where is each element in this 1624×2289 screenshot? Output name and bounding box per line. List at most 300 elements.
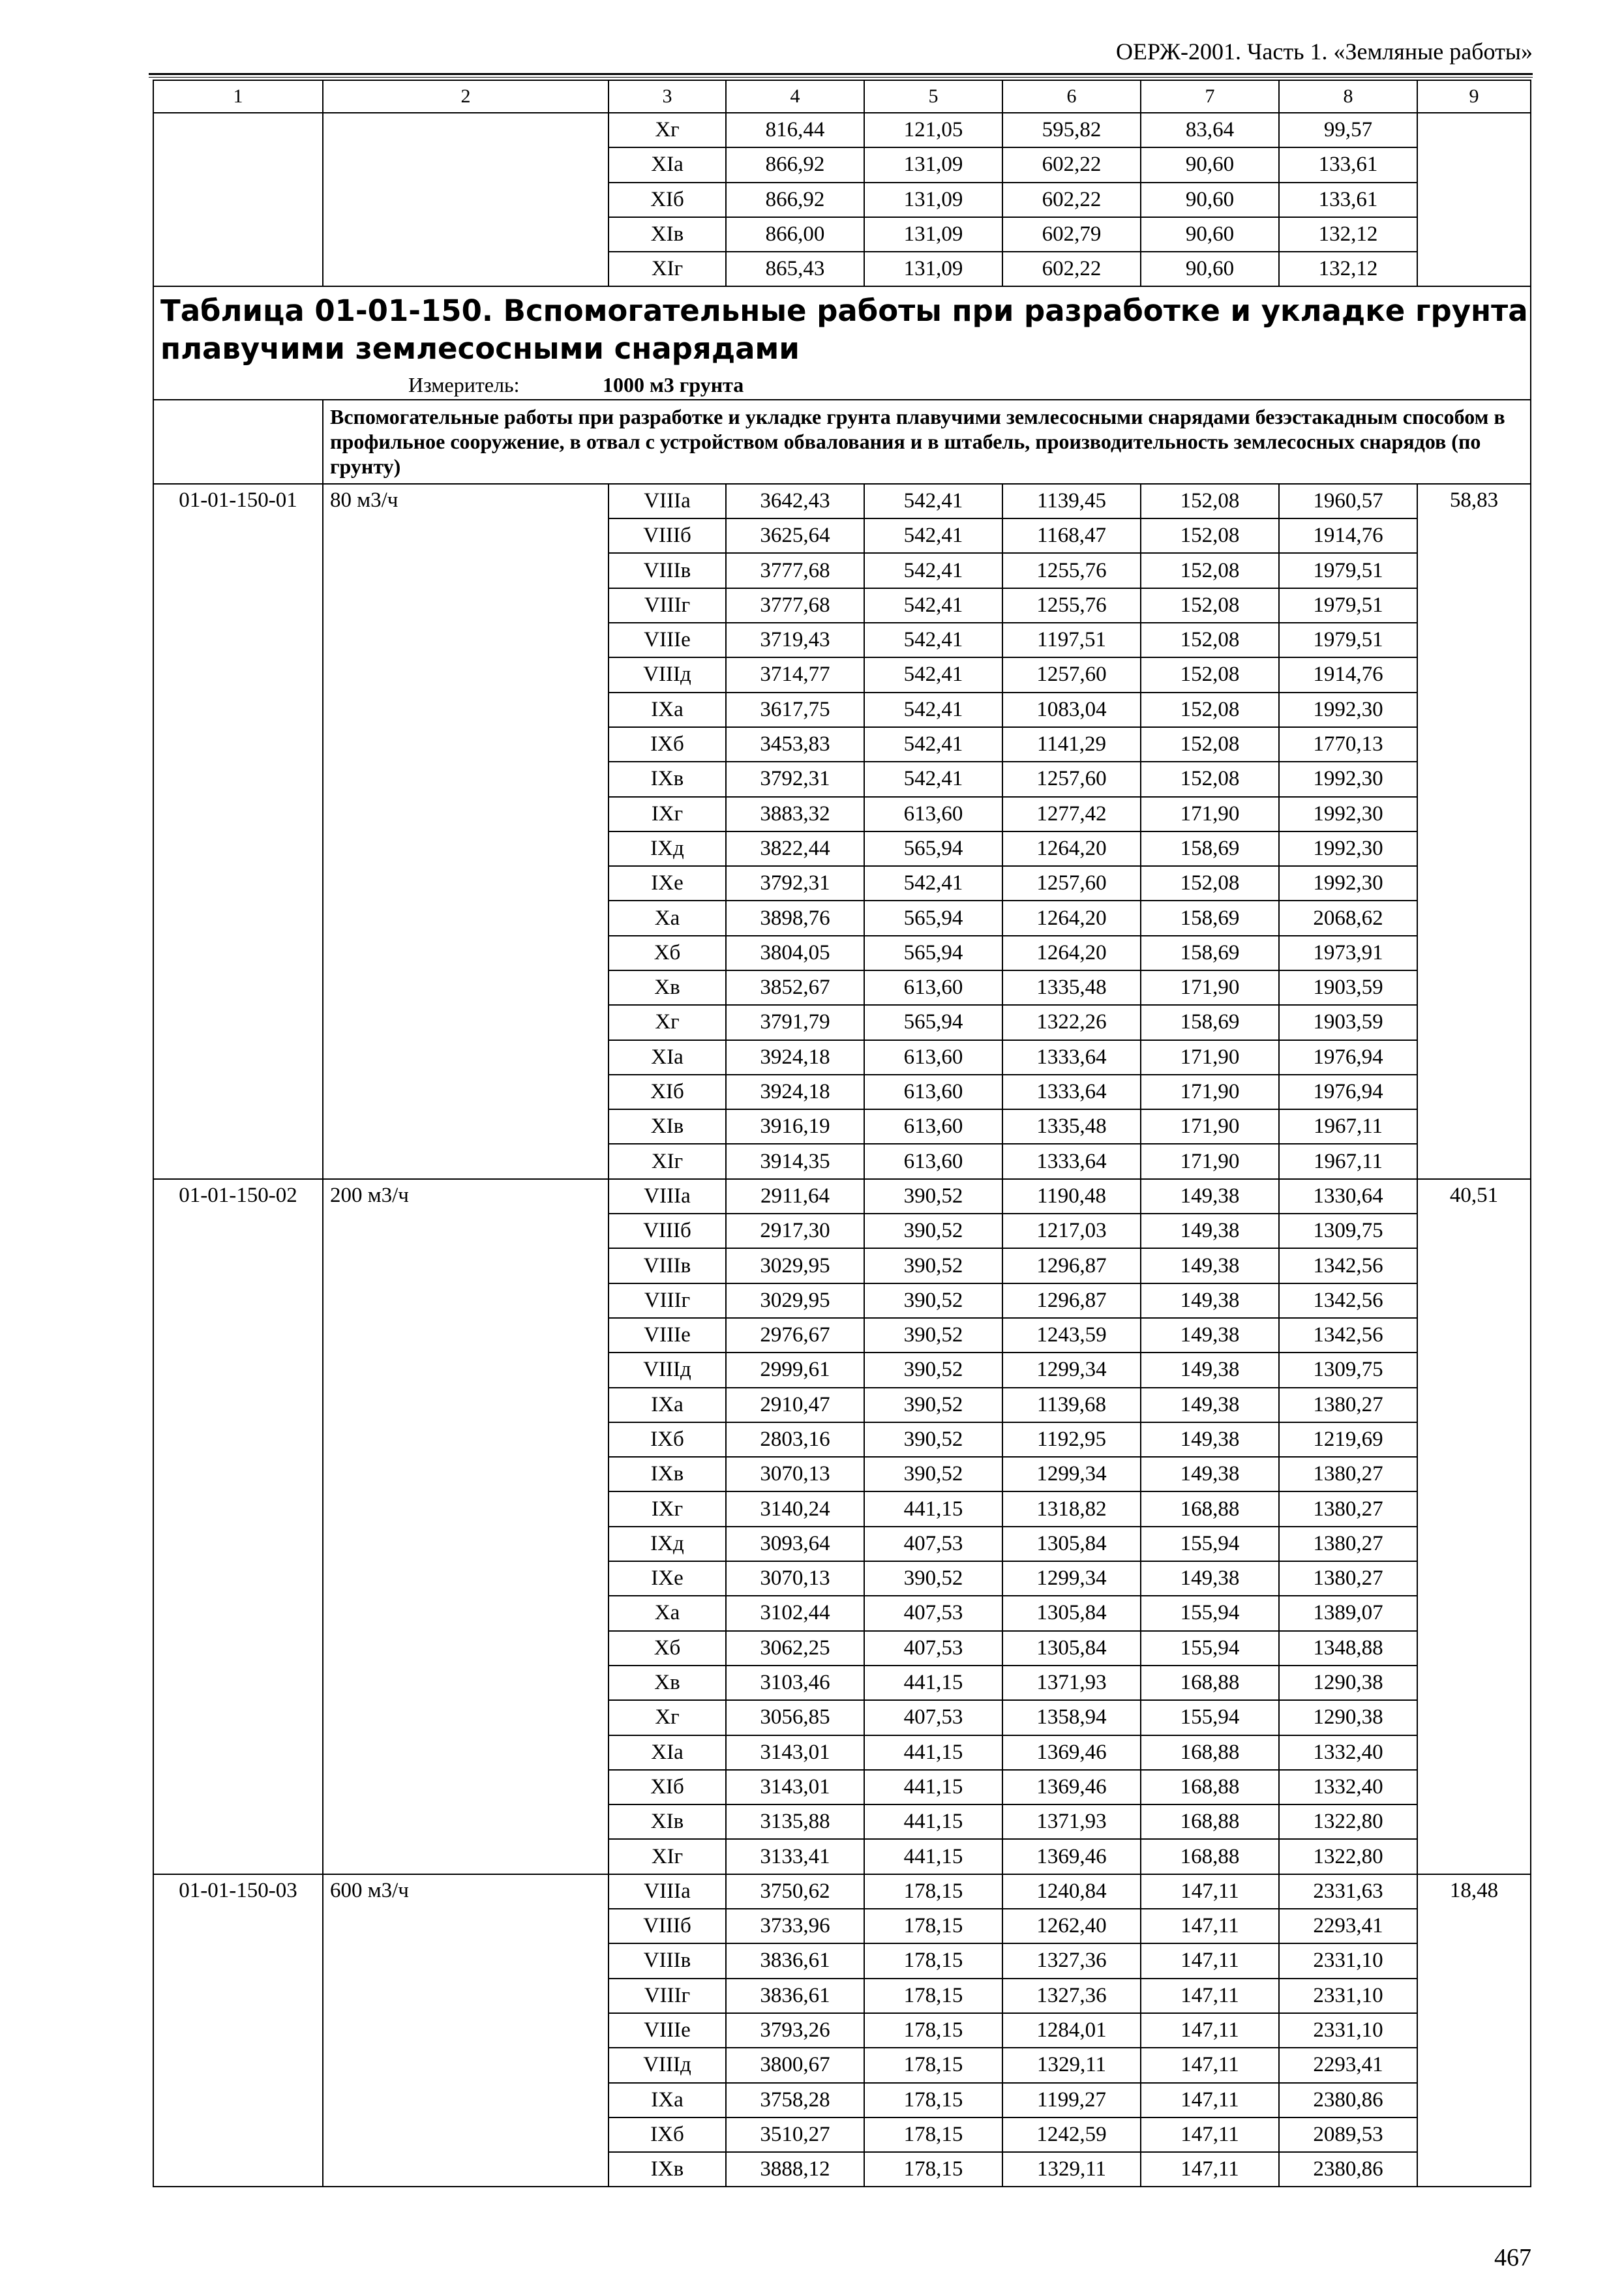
value-cell-col6: 1264,20 bbox=[1002, 901, 1141, 935]
value-cell-col4: 3062,25 bbox=[726, 1631, 864, 1666]
value-cell-col4: 2917,30 bbox=[726, 1214, 864, 1248]
value-cell-col8: 2380,86 bbox=[1279, 2152, 1417, 2187]
work-description: Вспомогательные работы при разработке и укладке грунта плавучими землесосными снарядами безэстакадным способом в профильное сооружение, в отвал с устройством обвалования и в штабель, производительность землесосных снарядов (по грунту) bbox=[323, 400, 1531, 484]
value-cell-col6: 1299,34 bbox=[1002, 1457, 1141, 1491]
value-cell-col5: 542,41 bbox=[864, 727, 1002, 762]
value-cell-col6: 1335,48 bbox=[1002, 1109, 1141, 1144]
value-cell-col5: 131,09 bbox=[864, 183, 1002, 217]
value-cell-col7: 171,90 bbox=[1141, 1040, 1279, 1075]
value-cell-col4: 865,43 bbox=[726, 252, 864, 286]
soil-category-cell: VIIIе bbox=[609, 1318, 726, 1353]
value-cell-col5: 178,15 bbox=[864, 1943, 1002, 1978]
value-cell-col8: 1979,51 bbox=[1279, 553, 1417, 588]
value-cell-col7: 147,11 bbox=[1141, 2013, 1279, 2048]
value-cell-col6: 1264,20 bbox=[1002, 831, 1141, 866]
soil-category-cell: VIIIг bbox=[609, 1979, 726, 2013]
value-cell-col7: 152,08 bbox=[1141, 693, 1279, 727]
value-cell-col6: 1197,51 bbox=[1002, 623, 1141, 657]
column-number: 9 bbox=[1417, 80, 1531, 113]
value-cell-col8: 1322,80 bbox=[1279, 1804, 1417, 1839]
soil-category-cell: XIв bbox=[609, 1109, 726, 1144]
value-cell-col6: 1327,36 bbox=[1002, 1943, 1141, 1978]
value-cell-col6: 1369,46 bbox=[1002, 1770, 1141, 1804]
value-cell-col8: 1309,75 bbox=[1279, 1353, 1417, 1387]
value-cell-col5: 565,94 bbox=[864, 936, 1002, 970]
value-cell-col8: 1914,76 bbox=[1279, 518, 1417, 553]
soil-category-cell: XIг bbox=[609, 1144, 726, 1178]
value-cell-col7: 90,60 bbox=[1141, 183, 1279, 217]
value-cell-col7: 171,90 bbox=[1141, 1075, 1279, 1109]
value-cell-col8: 1380,27 bbox=[1279, 1561, 1417, 1596]
value-cell-col7: 149,38 bbox=[1141, 1248, 1279, 1283]
value-cell-col7: 152,08 bbox=[1141, 518, 1279, 553]
soil-category-cell: IXд bbox=[609, 831, 726, 866]
value-cell-col6: 1305,84 bbox=[1002, 1527, 1141, 1561]
value-cell-col8: 1992,30 bbox=[1279, 693, 1417, 727]
value-cell-col6: 1299,34 bbox=[1002, 1353, 1141, 1387]
value-cell-col6: 1284,01 bbox=[1002, 2013, 1141, 2048]
value-cell-col6: 1318,82 bbox=[1002, 1491, 1141, 1526]
value-cell-col6: 1199,27 bbox=[1002, 2083, 1141, 2117]
value-cell-col4: 3143,01 bbox=[726, 1770, 864, 1804]
value-cell-col7: 155,94 bbox=[1141, 1527, 1279, 1561]
value-cell-col5: 441,15 bbox=[864, 1770, 1002, 1804]
value-cell-col5: 390,52 bbox=[864, 1283, 1002, 1318]
value-cell-col8: 1380,27 bbox=[1279, 1457, 1417, 1491]
table-row bbox=[153, 1874, 1531, 1909]
value-cell-col8: 1992,30 bbox=[1279, 797, 1417, 831]
value-cell-col5: 390,52 bbox=[864, 1248, 1002, 1283]
soil-category-cell: Xа bbox=[609, 901, 726, 935]
value-cell-col5: 178,15 bbox=[864, 2048, 1002, 2082]
measure-line bbox=[160, 374, 1530, 395]
value-cell-col5: 565,94 bbox=[864, 1005, 1002, 1040]
value-cell-col8: 2331,10 bbox=[1279, 1943, 1417, 1978]
column-number: 2 bbox=[323, 80, 609, 113]
page-number: 467 bbox=[1494, 2244, 1531, 2271]
value-cell-col7: 147,11 bbox=[1141, 2083, 1279, 2117]
value-cell-col6: 1333,64 bbox=[1002, 1040, 1141, 1075]
value-cell-col4: 3625,64 bbox=[726, 518, 864, 553]
value-cell-col7: 171,90 bbox=[1141, 1144, 1279, 1178]
rate-code-cell: 01-01-150-02 bbox=[153, 1179, 323, 1874]
empty-name-cell bbox=[323, 113, 609, 286]
value-cell-col7: 152,08 bbox=[1141, 657, 1279, 692]
value-cell-col6: 1358,94 bbox=[1002, 1700, 1141, 1735]
value-cell-col6: 1217,03 bbox=[1002, 1214, 1141, 1248]
value-cell-col4: 3135,88 bbox=[726, 1804, 864, 1839]
productivity-cell: 600 м3/ч bbox=[323, 1874, 609, 2187]
value-cell-col7: 149,38 bbox=[1141, 1388, 1279, 1422]
value-cell-col6: 1333,64 bbox=[1002, 1144, 1141, 1178]
soil-category-cell: Xг bbox=[609, 113, 726, 147]
value-cell-col6: 1333,64 bbox=[1002, 1075, 1141, 1109]
value-cell-col4: 3898,76 bbox=[726, 901, 864, 935]
value-cell-col8: 1992,30 bbox=[1279, 831, 1417, 866]
value-cell-col4: 3792,31 bbox=[726, 762, 864, 796]
value-cell-col6: 1190,48 bbox=[1002, 1179, 1141, 1214]
value-cell-col5: 178,15 bbox=[864, 2083, 1002, 2117]
value-cell-col8: 1903,59 bbox=[1279, 970, 1417, 1005]
value-cell-col6: 1277,42 bbox=[1002, 797, 1141, 831]
value-cell-col7: 149,38 bbox=[1141, 1214, 1279, 1248]
value-cell-col7: 168,88 bbox=[1141, 1839, 1279, 1874]
header-rule bbox=[149, 73, 1533, 75]
value-cell-col7: 147,11 bbox=[1141, 1874, 1279, 1909]
value-cell-col5: 613,60 bbox=[864, 970, 1002, 1005]
value-cell-col4: 3140,24 bbox=[726, 1491, 864, 1526]
value-cell-col7: 149,38 bbox=[1141, 1179, 1279, 1214]
value-cell-col4: 3924,18 bbox=[726, 1040, 864, 1075]
value-cell-col5: 390,52 bbox=[864, 1353, 1002, 1387]
value-cell-col4: 3070,13 bbox=[726, 1457, 864, 1491]
col9-value-cell: 18,48 bbox=[1417, 1874, 1531, 2187]
column-number: 3 bbox=[609, 80, 726, 113]
value-cell-col8: 2293,41 bbox=[1279, 1909, 1417, 1943]
value-cell-col7: 147,11 bbox=[1141, 1909, 1279, 1943]
value-cell-col5: 407,53 bbox=[864, 1596, 1002, 1630]
value-cell-col6: 602,22 bbox=[1002, 252, 1141, 286]
value-cell-col5: 131,09 bbox=[864, 147, 1002, 182]
soil-category-cell: VIIIв bbox=[609, 553, 726, 588]
value-cell-col5: 613,60 bbox=[864, 1075, 1002, 1109]
value-cell-col8: 2293,41 bbox=[1279, 2048, 1417, 2082]
value-cell-col5: 390,52 bbox=[864, 1318, 1002, 1353]
value-cell-col4: 866,00 bbox=[726, 217, 864, 252]
value-cell-col7: 147,11 bbox=[1141, 1943, 1279, 1978]
running-header: ОЕРЖ-2001. Часть 1. «Земляные работы» bbox=[1116, 38, 1533, 65]
value-cell-col8: 1342,56 bbox=[1279, 1248, 1417, 1283]
value-cell-col8: 1309,75 bbox=[1279, 1214, 1417, 1248]
value-cell-col5: 441,15 bbox=[864, 1491, 1002, 1526]
value-cell-col8: 1979,51 bbox=[1279, 623, 1417, 657]
soil-category-cell: XIа bbox=[609, 1735, 726, 1770]
table-title-cell bbox=[153, 286, 1531, 399]
value-cell-col8: 1348,88 bbox=[1279, 1631, 1417, 1666]
value-cell-col6: 1369,46 bbox=[1002, 1839, 1141, 1874]
value-cell-col4: 3822,44 bbox=[726, 831, 864, 866]
value-cell-col5: 542,41 bbox=[864, 657, 1002, 692]
value-cell-col5: 178,15 bbox=[864, 2152, 1002, 2187]
header-rule-thin bbox=[149, 77, 1533, 78]
value-cell-col7: 90,60 bbox=[1141, 252, 1279, 286]
value-cell-col6: 1305,84 bbox=[1002, 1631, 1141, 1666]
value-cell-col8: 1976,94 bbox=[1279, 1040, 1417, 1075]
soil-category-cell: IXв bbox=[609, 762, 726, 796]
value-cell-col5: 390,52 bbox=[864, 1561, 1002, 1596]
value-cell-col8: 1380,27 bbox=[1279, 1527, 1417, 1561]
value-cell-col5: 613,60 bbox=[864, 797, 1002, 831]
productivity-cell: 200 м3/ч bbox=[323, 1179, 609, 1874]
soil-category-cell: VIIIе bbox=[609, 623, 726, 657]
soil-category-cell: VIIIа bbox=[609, 1874, 726, 1909]
value-cell-col6: 1296,87 bbox=[1002, 1283, 1141, 1318]
value-cell-col5: 178,15 bbox=[864, 2013, 1002, 2048]
value-cell-col5: 565,94 bbox=[864, 901, 1002, 935]
value-cell-col6: 1296,87 bbox=[1002, 1248, 1141, 1283]
soil-category-cell: Xг bbox=[609, 1700, 726, 1735]
value-cell-col8: 2380,86 bbox=[1279, 2083, 1417, 2117]
value-cell-col7: 149,38 bbox=[1141, 1283, 1279, 1318]
value-cell-col7: 168,88 bbox=[1141, 1770, 1279, 1804]
value-cell-col5: 542,41 bbox=[864, 866, 1002, 901]
soil-category-cell: XIб bbox=[609, 1770, 726, 1804]
value-cell-col4: 3029,95 bbox=[726, 1283, 864, 1318]
value-cell-col7: 155,94 bbox=[1141, 1700, 1279, 1735]
soil-category-cell: XIг bbox=[609, 252, 726, 286]
soil-category-cell: VIIIб bbox=[609, 1214, 726, 1248]
value-cell-col5: 542,41 bbox=[864, 553, 1002, 588]
value-cell-col8: 99,57 bbox=[1279, 113, 1417, 147]
soil-category-cell: Xв bbox=[609, 1666, 726, 1700]
value-cell-col7: 158,69 bbox=[1141, 901, 1279, 935]
value-cell-col5: 613,60 bbox=[864, 1040, 1002, 1075]
column-number: 5 bbox=[864, 80, 1002, 113]
soil-category-cell: XIв bbox=[609, 1804, 726, 1839]
value-cell-col6: 1299,34 bbox=[1002, 1561, 1141, 1596]
value-cell-col7: 147,11 bbox=[1141, 2117, 1279, 2152]
value-cell-col7: 155,94 bbox=[1141, 1631, 1279, 1666]
value-cell-col6: 1255,76 bbox=[1002, 588, 1141, 623]
soil-category-cell: IXб bbox=[609, 1422, 726, 1457]
productivity-cell: 80 м3/ч bbox=[323, 484, 609, 1179]
value-cell-col4: 3133,41 bbox=[726, 1839, 864, 1874]
soil-category-cell: XIб bbox=[609, 183, 726, 217]
value-cell-col8: 1322,80 bbox=[1279, 1839, 1417, 1874]
value-cell-col6: 595,82 bbox=[1002, 113, 1141, 147]
value-cell-col4: 3924,18 bbox=[726, 1075, 864, 1109]
value-cell-col5: 390,52 bbox=[864, 1388, 1002, 1422]
value-cell-col6: 602,22 bbox=[1002, 183, 1141, 217]
value-cell-col7: 152,08 bbox=[1141, 588, 1279, 623]
value-cell-col7: 149,38 bbox=[1141, 1422, 1279, 1457]
value-cell-col7: 147,11 bbox=[1141, 2048, 1279, 2082]
value-cell-col4: 2976,67 bbox=[726, 1318, 864, 1353]
value-cell-col7: 155,94 bbox=[1141, 1596, 1279, 1630]
value-cell-col4: 3750,62 bbox=[726, 1874, 864, 1909]
column-number: 7 bbox=[1141, 80, 1279, 113]
soil-category-cell: VIIIа bbox=[609, 484, 726, 518]
soil-category-cell: IXв bbox=[609, 2152, 726, 2187]
value-cell-col5: 542,41 bbox=[864, 588, 1002, 623]
value-cell-col5: 407,53 bbox=[864, 1527, 1002, 1561]
soil-category-cell: VIIIв bbox=[609, 1943, 726, 1978]
value-cell-col7: 83,64 bbox=[1141, 113, 1279, 147]
soil-category-cell: IXе bbox=[609, 866, 726, 901]
value-cell-col5: 441,15 bbox=[864, 1804, 1002, 1839]
value-cell-col7: 149,38 bbox=[1141, 1561, 1279, 1596]
value-cell-col8: 1332,40 bbox=[1279, 1770, 1417, 1804]
value-cell-col6: 1243,59 bbox=[1002, 1318, 1141, 1353]
value-cell-col7: 152,08 bbox=[1141, 866, 1279, 901]
value-cell-col8: 1219,69 bbox=[1279, 1422, 1417, 1457]
value-cell-col6: 1329,11 bbox=[1002, 2152, 1141, 2187]
value-cell-col6: 1255,76 bbox=[1002, 553, 1141, 588]
value-cell-col6: 1327,36 bbox=[1002, 1979, 1141, 2013]
value-cell-col7: 152,08 bbox=[1141, 623, 1279, 657]
value-cell-col5: 542,41 bbox=[864, 518, 1002, 553]
measure-value: 1000 м3 грунта bbox=[603, 372, 744, 396]
value-cell-col7: 152,08 bbox=[1141, 484, 1279, 518]
value-cell-col8: 1992,30 bbox=[1279, 866, 1417, 901]
value-cell-col5: 613,60 bbox=[864, 1144, 1002, 1178]
table-title: Таблица 01-01-150. Вспомогательные работы при разработке и укладке грунта плавучими землесосными снарядами bbox=[160, 293, 1528, 367]
value-cell-col4: 3453,83 bbox=[726, 727, 864, 762]
soil-category-cell: Xб bbox=[609, 936, 726, 970]
value-cell-col5: 390,52 bbox=[864, 1457, 1002, 1491]
value-cell-col6: 1240,84 bbox=[1002, 1874, 1141, 1909]
soil-category-cell: IXд bbox=[609, 1527, 726, 1561]
value-cell-col6: 1369,46 bbox=[1002, 1735, 1141, 1770]
soil-category-cell: XIа bbox=[609, 1040, 726, 1075]
value-cell-col4: 866,92 bbox=[726, 147, 864, 182]
value-cell-col4: 3791,79 bbox=[726, 1005, 864, 1040]
value-cell-col4: 2803,16 bbox=[726, 1422, 864, 1457]
value-cell-col8: 1380,27 bbox=[1279, 1388, 1417, 1422]
value-cell-col4: 2911,64 bbox=[726, 1179, 864, 1214]
soil-category-cell: VIIIд bbox=[609, 657, 726, 692]
value-cell-col5: 542,41 bbox=[864, 623, 1002, 657]
measure-label: Измеритель: bbox=[408, 372, 520, 396]
value-cell-col7: 147,11 bbox=[1141, 1979, 1279, 2013]
value-cell-col7: 158,69 bbox=[1141, 831, 1279, 866]
value-cell-col7: 168,88 bbox=[1141, 1735, 1279, 1770]
soil-category-cell: IXа bbox=[609, 2083, 726, 2117]
value-cell-col8: 132,12 bbox=[1279, 252, 1417, 286]
rate-code-cell: 01-01-150-01 bbox=[153, 484, 323, 1179]
value-cell-col4: 3617,75 bbox=[726, 693, 864, 727]
value-cell-col4: 3916,19 bbox=[726, 1109, 864, 1144]
value-cell-col8: 1967,11 bbox=[1279, 1109, 1417, 1144]
description-row bbox=[153, 400, 1531, 484]
value-cell-col8: 1290,38 bbox=[1279, 1700, 1417, 1735]
value-cell-col6: 1371,93 bbox=[1002, 1666, 1141, 1700]
table-title-row bbox=[153, 286, 1531, 399]
soil-category-cell: VIIIд bbox=[609, 2048, 726, 2082]
soil-category-cell: Xв bbox=[609, 970, 726, 1005]
value-cell-col8: 1342,56 bbox=[1279, 1318, 1417, 1353]
value-cell-col6: 1139,45 bbox=[1002, 484, 1141, 518]
value-cell-col8: 1992,30 bbox=[1279, 762, 1417, 796]
value-cell-col4: 3029,95 bbox=[726, 1248, 864, 1283]
value-cell-col5: 441,15 bbox=[864, 1735, 1002, 1770]
value-cell-col8: 1290,38 bbox=[1279, 1666, 1417, 1700]
soil-category-cell: IXв bbox=[609, 1457, 726, 1491]
description-empty-cell bbox=[153, 400, 323, 484]
value-cell-col6: 1083,04 bbox=[1002, 693, 1141, 727]
value-cell-col4: 2999,61 bbox=[726, 1353, 864, 1387]
value-cell-col4: 3714,77 bbox=[726, 657, 864, 692]
value-cell-col7: 171,90 bbox=[1141, 970, 1279, 1005]
value-cell-col4: 3914,35 bbox=[726, 1144, 864, 1178]
soil-category-cell: Xа bbox=[609, 1596, 726, 1630]
value-cell-col6: 1322,26 bbox=[1002, 1005, 1141, 1040]
value-cell-col7: 171,90 bbox=[1141, 1109, 1279, 1144]
value-cell-col6: 1329,11 bbox=[1002, 2048, 1141, 2082]
value-cell-col5: 390,52 bbox=[864, 1214, 1002, 1248]
table-row bbox=[153, 1179, 1531, 1214]
value-cell-col6: 1168,47 bbox=[1002, 518, 1141, 553]
table-row bbox=[153, 113, 1531, 147]
soil-category-cell: IXе bbox=[609, 1561, 726, 1596]
value-cell-col5: 542,41 bbox=[864, 484, 1002, 518]
value-cell-col6: 1192,95 bbox=[1002, 1422, 1141, 1457]
value-cell-col5: 131,09 bbox=[864, 217, 1002, 252]
value-cell-col4: 3056,85 bbox=[726, 1700, 864, 1735]
soil-category-cell: Xг bbox=[609, 1005, 726, 1040]
value-cell-col7: 168,88 bbox=[1141, 1491, 1279, 1526]
soil-category-cell: XIв bbox=[609, 217, 726, 252]
value-cell-col5: 131,09 bbox=[864, 252, 1002, 286]
value-cell-col7: 90,60 bbox=[1141, 217, 1279, 252]
value-cell-col5: 390,52 bbox=[864, 1422, 1002, 1457]
empty-col9-cell bbox=[1417, 113, 1531, 286]
value-cell-col4: 3719,43 bbox=[726, 623, 864, 657]
value-cell-col8: 1979,51 bbox=[1279, 588, 1417, 623]
value-cell-col8: 132,12 bbox=[1279, 217, 1417, 252]
value-cell-col7: 152,08 bbox=[1141, 553, 1279, 588]
value-cell-col6: 1262,40 bbox=[1002, 1909, 1141, 1943]
value-cell-col8: 2331,10 bbox=[1279, 1979, 1417, 2013]
value-cell-col7: 149,38 bbox=[1141, 1353, 1279, 1387]
col9-value-cell: 58,83 bbox=[1417, 484, 1531, 1179]
value-cell-col5: 565,94 bbox=[864, 831, 1002, 866]
value-cell-col4: 3070,13 bbox=[726, 1561, 864, 1596]
value-cell-col4: 3852,67 bbox=[726, 970, 864, 1005]
value-cell-col4: 866,92 bbox=[726, 183, 864, 217]
soil-category-cell: VIIIд bbox=[609, 1353, 726, 1387]
soil-category-cell: VIIIг bbox=[609, 588, 726, 623]
value-cell-col5: 178,15 bbox=[864, 1909, 1002, 1943]
value-cell-col7: 147,11 bbox=[1141, 2152, 1279, 2187]
value-cell-col7: 152,08 bbox=[1141, 727, 1279, 762]
column-number: 1 bbox=[153, 80, 323, 113]
value-cell-col4: 3792,31 bbox=[726, 866, 864, 901]
soil-category-cell: IXг bbox=[609, 797, 726, 831]
value-cell-col4: 3103,46 bbox=[726, 1666, 864, 1700]
value-cell-col4: 3804,05 bbox=[726, 936, 864, 970]
value-cell-col4: 3800,67 bbox=[726, 2048, 864, 2082]
value-cell-col4: 816,44 bbox=[726, 113, 864, 147]
value-cell-col8: 1967,11 bbox=[1279, 1144, 1417, 1178]
value-cell-col4: 3102,44 bbox=[726, 1596, 864, 1630]
value-cell-col8: 2068,62 bbox=[1279, 901, 1417, 935]
value-cell-col5: 613,60 bbox=[864, 1109, 1002, 1144]
soil-category-cell: XIг bbox=[609, 1839, 726, 1874]
value-cell-col4: 3777,68 bbox=[726, 553, 864, 588]
value-cell-col7: 149,38 bbox=[1141, 1457, 1279, 1491]
value-cell-col6: 1257,60 bbox=[1002, 866, 1141, 901]
value-cell-col8: 1380,27 bbox=[1279, 1491, 1417, 1526]
soil-category-cell: VIIIб bbox=[609, 518, 726, 553]
value-cell-col8: 1903,59 bbox=[1279, 1005, 1417, 1040]
soil-category-cell: IXг bbox=[609, 1491, 726, 1526]
soil-category-cell: VIIIа bbox=[609, 1179, 726, 1214]
value-cell-col8: 1332,40 bbox=[1279, 1735, 1417, 1770]
value-cell-col8: 1973,91 bbox=[1279, 936, 1417, 970]
soil-category-cell: VIIIб bbox=[609, 1909, 726, 1943]
value-cell-col5: 178,15 bbox=[864, 1979, 1002, 2013]
value-cell-col8: 1960,57 bbox=[1279, 484, 1417, 518]
value-cell-col6: 1305,84 bbox=[1002, 1596, 1141, 1630]
value-cell-col7: 168,88 bbox=[1141, 1666, 1279, 1700]
soil-category-cell: XIб bbox=[609, 1075, 726, 1109]
value-cell-col6: 1257,60 bbox=[1002, 762, 1141, 796]
value-cell-col4: 3093,64 bbox=[726, 1527, 864, 1561]
value-cell-col6: 1264,20 bbox=[1002, 936, 1141, 970]
soil-category-cell: VIIIв bbox=[609, 1248, 726, 1283]
soil-category-cell: IXб bbox=[609, 2117, 726, 2152]
